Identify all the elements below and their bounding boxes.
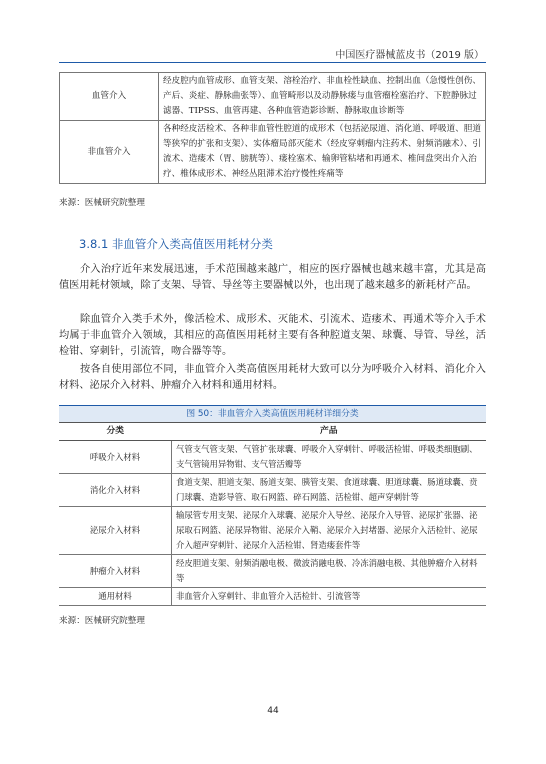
table-products-cell: 气管支气管支架、气管扩张球囊、呼吸介入穿刺针、呼吸活检钳、呼吸类细胞刷、支气管镜用异物钳、支气管活瓣等 [172,441,487,474]
interventional-overview-table [59,72,486,184]
table-row [59,507,486,555]
figure-caption: 图 50：非血管介入类高值医用耗材详细分类 [59,405,486,422]
body-paragraph: 除血管介入类手术外，像活检术、成形术、灭能术、引流术、造瘘术、再通术等介入手术均属于非血管介入领域，其相应的高值医用耗材主要有各种腔道支架、球囊、导管、导丝，活检钳、穿刺针，引流管，吻合器等等。 [59,314,486,357]
table-category-cell: 泌尿介入材料 [59,507,172,555]
table-category-cell: 肿瘤介入材料 [59,555,172,588]
body-paragraph: 按各自使用部位不同，非血管介入类高值医用耗材大致可以分为呼吸介入材料、消化介入材料、泌尿介入材料、肿瘤介入材料和通用材料。 [59,364,486,391]
header-rule [59,62,486,63]
table-category-cell: 呼吸介入材料 [59,441,172,474]
table-row [59,588,486,606]
table-row [60,73,486,121]
section-heading: 3.8.1 非血管介入类高值医用耗材分类 [79,237,273,251]
column-header: 产品 [172,423,487,441]
table-products-cell: 输尿管专用支架、泌尿介入球囊、泌尿介入导丝、泌尿介入导管、泌尿扩张器、泌尿取石网篮、泌尿异物钳、泌尿介入鞘、泌尿介入封堵器、泌尿介入活检针、泌尿介入超声穿刺针、泌尿介入活检钳、肾造瘘套件等 [172,507,487,555]
table-category-cell: 通用材料 [59,588,172,606]
table-source-note: 来源：医械研究院整理 [59,616,145,626]
table-source-note: 来源：医械研究院整理 [59,198,145,208]
table-content-cell: 各种经皮活检术、各种非血管性腔道的成形术（包括泌尿道、消化道、呼吸道、胆道等狭窄的扩张和支架）、实体瘤局部灭能术（经皮穿刺瘤内注药术、射频消融术）、引流术、造瘘术（胃、膀胱等）、瘘栓塞术、输卵管粘堵和再通术、椎间盘突出介入治疗、椎体成形术、神经丛阻滞术治疗慢性疼痛等 [159,121,486,184]
page-number: 44 [267,706,279,716]
table-category-cell: 消化介入材料 [59,474,172,507]
table-row [59,474,486,507]
table-products-cell: 非血管介入穿刺针、非血管介入活检针、引流管等 [172,588,487,606]
running-header: 中国医疗器械蓝皮书（2019 版） [335,50,484,61]
table-row [59,441,486,474]
column-header: 分类 [59,423,172,441]
body-paragraph: 介入治疗近年来发展迅速，手术范围越来越广，相应的医疗器械也越来越丰富，尤其是高值医用耗材领域，除了支架、导管、导丝等主要器械以外，也出现了越来越多的新耗材产品。 [59,264,486,291]
table-category-cell: 非血管介入 [60,121,159,184]
classification-table [59,422,486,606]
table-content-cell: 经皮腔内血管成形、血管支架、溶栓治疗、非血栓性缺血、控制出血（急慢性创伤、产后、炎症、静脉曲张等）、血管畸形以及动静脉瘘与血管瘤栓塞治疗、下腔静脉过滤器、TIPSS、血管再建、各种血管造影诊断、静脉取血诊断等 [159,73,486,121]
table-header-row [59,423,486,441]
table-category-cell: 血管介入 [60,73,159,121]
table-products-cell: 食道支架、胆道支架、肠道支架、胰管支架、食道球囊、胆道球囊、肠道球囊、贲门球囊、造影导管、取石网篮、碎石网篮、活检钳、超声穿刺针等 [172,474,487,507]
table-products-cell: 经皮胆道支架、射频消融电极、微波消融电极、冷冻消融电极、其他肿瘤介入材料等 [172,555,487,588]
table-row [60,121,486,184]
table-row [59,555,486,588]
